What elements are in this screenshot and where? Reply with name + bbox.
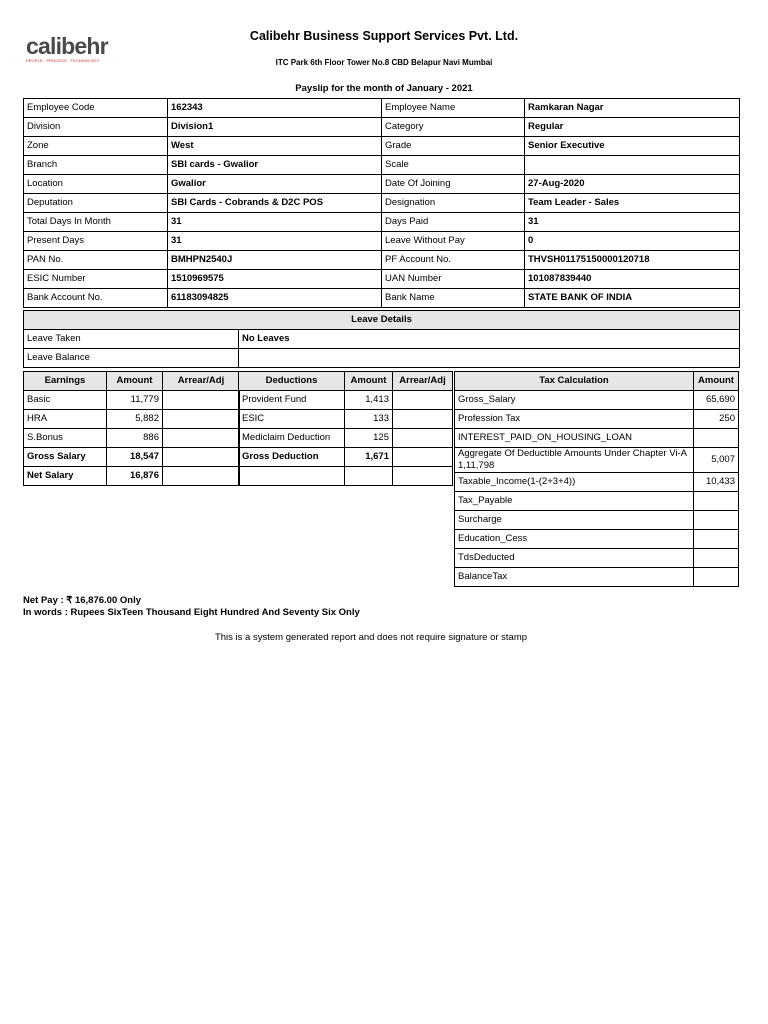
deductions-item-amount: 1,671: [345, 448, 393, 467]
tax-row: [455, 473, 739, 492]
tax-item-label: Education_Cess: [455, 530, 694, 549]
earnings-table: [23, 371, 240, 486]
employee-field-label: Present Days: [24, 232, 168, 251]
earnings-row: [24, 467, 240, 486]
employee-field-label: Location: [24, 175, 168, 194]
employee-field-value: Senior Executive: [525, 137, 740, 156]
deductions-row: [239, 391, 453, 410]
tax-item-amount: [694, 511, 739, 530]
employee-field-label: Category: [382, 118, 525, 137]
tax-item-label: Aggregate Of Deductible Amounts Under Chapter Vi-A 1,11,798: [455, 448, 694, 473]
tax-item-amount: [694, 492, 739, 511]
employee-field-label: ESIC Number: [24, 270, 168, 289]
earnings-row: [24, 391, 240, 410]
deductions-item-amount: 1,413: [345, 391, 393, 410]
tax-item-label: Surcharge: [455, 511, 694, 530]
deductions-column-header: Arrear/Adj: [393, 372, 453, 391]
employee-field-value: 61183094825: [168, 289, 382, 308]
employee-field-value: 27-Aug-2020: [525, 175, 740, 194]
employee-field-label: Leave Without Pay: [382, 232, 525, 251]
leave-label: Leave Taken: [24, 330, 239, 349]
leave-row: [24, 349, 740, 368]
tax-item-label: Taxable_Income(1-(2+3+4)): [455, 473, 694, 492]
deductions-item-amount: [393, 429, 453, 448]
deductions-item-amount: 133: [345, 410, 393, 429]
earnings-column-header: Arrear/Adj: [163, 372, 240, 391]
employee-field-value: SBI Cards - Cobrands & D2C POS: [168, 194, 382, 213]
tax-row: [455, 492, 739, 511]
employee-field-value: 31: [168, 213, 382, 232]
employee-field-label: Grade: [382, 137, 525, 156]
company-name: Calibehr Business Support Services Pvt. Ltd.: [249, 29, 519, 43]
tax-row: [455, 448, 739, 473]
employee-field-value: 1510969575: [168, 270, 382, 289]
employee-field-label: Employee Code: [24, 99, 168, 118]
employee-field-label: Employee Name: [382, 99, 525, 118]
employee-field-value: 162343: [168, 99, 382, 118]
employee-field-label: UAN Number: [382, 270, 525, 289]
earnings-item-amount: 886: [107, 429, 163, 448]
leave-value: [239, 349, 740, 368]
employee-field-value: Team Leader - Sales: [525, 194, 740, 213]
earnings-item-amount: 11,779: [107, 391, 163, 410]
tax-item-amount: [694, 530, 739, 549]
earnings-item-amount: [163, 467, 240, 486]
deductions-row: [239, 448, 453, 467]
tax-row: [455, 511, 739, 530]
tax-row: [455, 410, 739, 429]
employee-field-value: STATE BANK OF INDIA: [525, 289, 740, 308]
employee-field-label: Division: [24, 118, 168, 137]
leave-details-title: Leave Details: [24, 311, 740, 330]
earnings-row: [24, 429, 240, 448]
company-address: ITC Park 6th Floor Tower No.8 CBD Belapur Navi Mumbai: [275, 58, 493, 67]
deductions-item-amount: [393, 448, 453, 467]
earnings-item-amount: 18,547: [107, 448, 163, 467]
deductions-item-label: ESIC: [239, 410, 345, 429]
deductions-item-label: [239, 467, 345, 486]
earnings-item-amount: [163, 429, 240, 448]
deductions-row: [239, 410, 453, 429]
deductions-item-label: Gross Deduction: [239, 448, 345, 467]
employee-field-value: 0: [525, 232, 740, 251]
employee-field-value: 31: [525, 213, 740, 232]
tax-calculation-table: [454, 371, 739, 587]
employee-field-value: THVSH01175150000120718: [525, 251, 740, 270]
employee-detail-row: [24, 251, 740, 270]
employee-field-value: Regular: [525, 118, 740, 137]
employee-details-table: [23, 98, 740, 308]
employee-detail-row: [24, 156, 740, 175]
employee-field-value: SBI cards - Gwalior: [168, 156, 382, 175]
tax-item-amount: 10,433: [694, 473, 739, 492]
earnings-row: [24, 448, 240, 467]
tax-item-label: Gross_Salary: [455, 391, 694, 410]
leave-details-table: [23, 310, 740, 368]
employee-detail-row: [24, 213, 740, 232]
net-pay: Net Pay : ₹ 16,876.00 Only: [23, 595, 141, 606]
earnings-row: [24, 410, 240, 429]
employee-detail-row: [24, 289, 740, 308]
employee-field-label: Date Of Joining: [382, 175, 525, 194]
tax-row: [455, 568, 739, 587]
employee-field-label: PF Account No.: [382, 251, 525, 270]
employee-field-label: Bank Account No.: [24, 289, 168, 308]
employee-detail-row: [24, 175, 740, 194]
tax-item-amount: 250: [694, 410, 739, 429]
deductions-row: [239, 467, 453, 486]
logo-tagline: PEOPLE · PROCESS · TECHNOLOGY: [26, 58, 100, 63]
deductions-item-amount: [345, 467, 393, 486]
net-pay-in-words: In words : Rupees SixTeen Thousand Eight Hundred And Seventy Six Only: [23, 607, 360, 618]
deductions-column-header: Deductions: [239, 372, 345, 391]
deductions-item-amount: [393, 467, 453, 486]
employee-field-label: Zone: [24, 137, 168, 156]
employee-field-value: 101087839440: [525, 270, 740, 289]
earnings-item-label: S.Bonus: [24, 429, 107, 448]
tax-row: [455, 549, 739, 568]
employee-field-label: Branch: [24, 156, 168, 175]
employee-field-label: Designation: [382, 194, 525, 213]
earnings-column-header: Earnings: [24, 372, 107, 391]
earnings-item-label: Gross Salary: [24, 448, 107, 467]
employee-field-label: Total Days In Month: [24, 213, 168, 232]
earnings-item-amount: [163, 410, 240, 429]
employee-detail-row: [24, 118, 740, 137]
tax-item-amount: [694, 568, 739, 587]
earnings-item-amount: 5,882: [107, 410, 163, 429]
tax-item-amount: [694, 549, 739, 568]
earnings-column-header: Amount: [107, 372, 163, 391]
employee-field-value: [525, 156, 740, 175]
employee-detail-row: [24, 194, 740, 213]
tax-item-label: Profession Tax: [455, 410, 694, 429]
employee-detail-row: [24, 137, 740, 156]
tax-item-label: BalanceTax: [455, 568, 694, 587]
leave-value: No Leaves: [239, 330, 740, 349]
tax-row: [455, 391, 739, 410]
tax-item-label: INTEREST_PAID_ON_HOUSING_LOAN: [455, 429, 694, 448]
tax-item-amount: [694, 429, 739, 448]
employee-field-value: West: [168, 137, 382, 156]
earnings-item-amount: 16,876: [107, 467, 163, 486]
earnings-item-label: Net Salary: [24, 467, 107, 486]
tax-item-amount: 5,007: [694, 448, 739, 473]
employee-field-label: PAN No.: [24, 251, 168, 270]
leave-label: Leave Balance: [24, 349, 239, 368]
tax-item-label: TdsDeducted: [455, 549, 694, 568]
deductions-item-label: Mediclaim Deduction: [239, 429, 345, 448]
tax-column-header: Tax Calculation: [455, 372, 694, 391]
system-generated-note: This is a system generated report and does not require signature or stamp: [214, 632, 528, 643]
deductions-row: [239, 429, 453, 448]
employee-detail-row: [24, 99, 740, 118]
employee-field-value: 31: [168, 232, 382, 251]
employee-field-value: Division1: [168, 118, 382, 137]
deductions-item-label: Provident Fund: [239, 391, 345, 410]
employee-field-value: Gwalior: [168, 175, 382, 194]
employee-field-label: Bank Name: [382, 289, 525, 308]
tax-item-amount: 65,690: [694, 391, 739, 410]
deductions-item-amount: [393, 410, 453, 429]
earnings-item-amount: [163, 448, 240, 467]
leave-row: [24, 330, 740, 349]
payslip-title: Payslip for the month of January - 2021: [295, 83, 473, 94]
tax-column-header: Amount: [694, 372, 739, 391]
employee-detail-row: [24, 232, 740, 251]
deductions-item-amount: [393, 391, 453, 410]
employee-field-label: Scale: [382, 156, 525, 175]
earnings-item-label: HRA: [24, 410, 107, 429]
logo-wordmark: calibehr: [26, 33, 108, 59]
earnings-item-label: Basic: [24, 391, 107, 410]
deductions-table: [238, 371, 453, 486]
employee-field-value: Ramkaran Nagar: [525, 99, 740, 118]
deductions-item-amount: 125: [345, 429, 393, 448]
earnings-item-amount: [163, 391, 240, 410]
employee-field-label: Deputation: [24, 194, 168, 213]
tax-row: [455, 530, 739, 549]
deductions-column-header: Amount: [345, 372, 393, 391]
employee-detail-row: [24, 270, 740, 289]
tax-item-label: Tax_Payable: [455, 492, 694, 511]
employee-field-value: BMHPN2540J: [168, 251, 382, 270]
employee-field-label: Days Paid: [382, 213, 525, 232]
tax-row: [455, 429, 739, 448]
